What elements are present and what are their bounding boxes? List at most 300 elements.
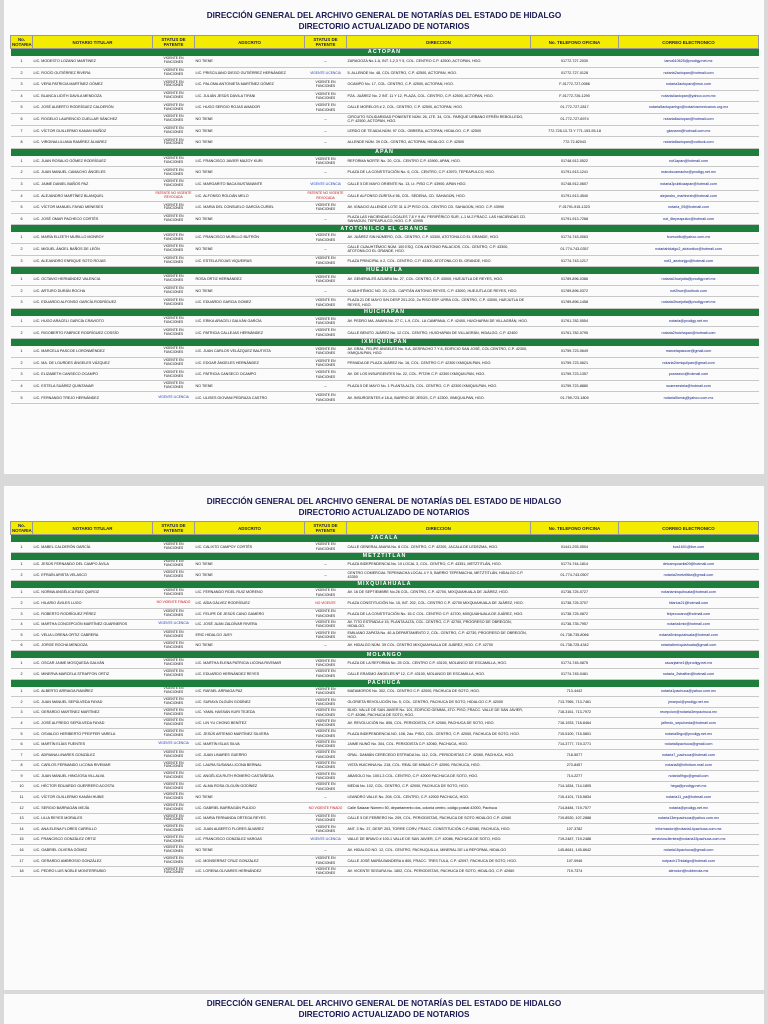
- phone: 01772-727-0128: [531, 67, 619, 79]
- address: LEANDRO VALLE No. 208, COL. CENTRO, C.P. 42000 PACHUCA, HGO.: [347, 792, 531, 803]
- address: 5. ALLENDE No. 48, COL CENTRO, C.P. 42500, ACTOPAN, HGO.: [347, 67, 531, 79]
- notary-number: 15: [11, 834, 33, 845]
- notary-row: [11, 856, 759, 867]
- adscrito-status: VIGENTE EN FUNCIONES: [305, 346, 347, 357]
- address: Calle Salazar Número 50, departamento dos, colonia centro, código postal 42000, Pachuca: [347, 803, 531, 814]
- address: AV. 16 DE SEPTIEMBRE No.26 COL. CENTRO, C.P. 42700, MIXQUIAHUALA DE JUÁREZ, HGO.: [347, 588, 531, 598]
- notary-number: 10: [11, 781, 33, 792]
- notary-number: 1: [11, 542, 33, 552]
- header-adscrito: ADSCRITO: [195, 36, 305, 49]
- adscrito-name: LIC. CALIXTO CAMPOY CORTÉS: [195, 542, 305, 552]
- address: GRAL. DAMIÁN CERECEDO ESTRADA No. 112, COL. PERIODISTAS C.P. 42060, PACHUCA, HGO.: [347, 750, 531, 761]
- municipality-row: [11, 339, 759, 347]
- notary-number: 3: [11, 707, 33, 718]
- notary-row: [11, 156, 759, 167]
- adscrito-name: NO TIENE: [195, 137, 305, 149]
- notary-row: [11, 113, 759, 125]
- notary-number: 11: [11, 792, 33, 803]
- notary-titular: LIC. VELIA LORENA ORTIZ CABRERA: [33, 630, 153, 641]
- address: ANT. 3 No. 37, DESP. 203, TORRE CORV, FRACC. CONSTITUCIÓN C.P.42080, PACHUCA, HGO.: [347, 824, 531, 835]
- notary-number: 6: [11, 213, 33, 225]
- adscrito-status: ---: [305, 380, 347, 392]
- address: CALLE MORELOS # 2, COL. CENTRO, C.P. 42500, ACTOPAN, HGO.: [347, 102, 531, 114]
- municipality-name: MOLANGO: [11, 651, 759, 659]
- municipality-name: HUEJUTLA: [11, 267, 759, 275]
- titular-status: VIGENTE EN FUNCIONES: [153, 243, 195, 255]
- municipality-row: [11, 535, 759, 543]
- adscrito-status: VIGENTE LICENCIA: [305, 834, 347, 845]
- notary-row: [11, 866, 759, 877]
- notary-number: 2: [11, 570, 33, 581]
- email: oscarjaime1@prodigy.net.mx: [619, 658, 759, 668]
- municipality-row: [11, 225, 759, 233]
- table-body: [11, 535, 759, 877]
- titular-status: VIGENTE EN FUNCIONES: [153, 232, 195, 243]
- notary-row: [11, 718, 759, 729]
- titular-status: VIGENTE EN FUNCIONES: [153, 750, 195, 761]
- notary-titular: LIC. GERARDO MARTÍNEZ MARTÍNEZ: [33, 707, 153, 718]
- header-no-notaria: No. NOTARIA: [12, 37, 32, 47]
- address: ALLENDE NÚM. 39 COL. CENTRO, ACTOPAN, HIDALGO. C.P. 42500: [347, 137, 531, 149]
- directory-page-2: [4, 486, 764, 990]
- notary-titular: LIC. MODESTO LOZANO MARTINEZ: [33, 56, 153, 67]
- address: PLAZA DE LA REFORMA No. 25 COL. CENTRO C.P. 43100, MOLANGO DE ESCAMILLA, HGO.: [347, 658, 531, 668]
- notary-number: 3: [11, 79, 33, 91]
- adscrito-name: LIC. AÍDA GÁLVEZ RODRÍGUEZ: [195, 598, 305, 609]
- adscrito-name: LIC. LIN YU CHONG BENÍTEZ: [195, 718, 305, 729]
- notary-titular: LIC. LILIA REYES MORALES: [33, 813, 153, 824]
- email: not_6tepeapulco@hotmail.com: [619, 213, 759, 225]
- notary-titular: LIC. MARTHA CONCEPCIÓN MARTÍNEZ GUARNEROS: [33, 619, 153, 630]
- email: notaria11_pa@hotmail.com: [619, 792, 759, 803]
- phone: 01738-725-0727: [531, 588, 619, 598]
- adscrito-name: NO TIENE: [195, 640, 305, 651]
- adscrito-status: VIGENTE EN FUNCIONES: [305, 707, 347, 718]
- adscrito-name: LIC. PALOMA ANTONIETA MARTÍNEZ GÓMEZ: [195, 79, 305, 91]
- notary-row: [11, 316, 759, 327]
- notary-row: [11, 640, 759, 651]
- notary-number: 2: [11, 598, 33, 609]
- notary-row: [11, 760, 759, 771]
- phone: 107-3782: [531, 824, 619, 835]
- phone: 01-774-743-0357: [531, 243, 619, 255]
- notary-number: 2: [11, 357, 33, 369]
- address: AV. PEDRO MA. ANAYA No. 27 C, L-9, COL. LA CAMPANA, C.P. 42400, HUICHAPAN DE VILLAGRÁN, HGO.: [347, 316, 531, 327]
- notary-number: 5: [11, 630, 33, 641]
- titular-status: VIGENTE EN FUNCIONES: [153, 728, 195, 739]
- notary-titular: LIC. JUAN MANUEL HINOJOSA VILLALVA: [33, 771, 153, 782]
- notary-titular: LIC. ROGELIO LAURENCIO CUELLAR SÁNCHEZ: [33, 113, 153, 125]
- notary-row: [11, 697, 759, 708]
- notary-titular: LIC. JOSÉ OMAR PACHECO CORTÉS: [33, 213, 153, 225]
- adscrito-name: NO TIENE: [195, 213, 305, 225]
- notary-number: 1: [11, 56, 33, 67]
- phone: 714-8484, 719-7577: [531, 803, 619, 814]
- titular-status: VIGENTE EN FUNCIONES: [153, 79, 195, 91]
- address: PLAZA 5 DE MAYO No. 1 PLANTA ALTA, COL. CENTRO, C.P. 42300 IXMIQUILPAN, HGO.: [347, 380, 531, 392]
- document-title: DIRECCIÓN GENERAL DEL ARCHIVO GENERAL DE NOTARÍAS DEL ESTADO DE HIDALGO: [206, 999, 562, 1008]
- address: ABASOLO No. 1001-3 COL. CENTRO, C.P. 42000 PACHUCA DE SOTO, HGO.: [347, 771, 531, 782]
- notary-row: [11, 297, 759, 309]
- address: AV. VICENTE SEGURA No. 1802, COL. PERIODISTAS, PACHUCA DE SOTO, HIDALGO, C.P. 42060: [347, 866, 531, 877]
- phone: F-01772-726-1290: [531, 90, 619, 102]
- adscrito-status: VIGENTE EN FUNCIONES: [305, 750, 347, 761]
- notary-row: [11, 243, 759, 255]
- address: MEDIA No. 102, COL. CENTRO, C.P. 42000, PACHUCA DE SOTO, HGO.: [347, 781, 531, 792]
- notary-titular: LIC. ROBERTO RODRÍGUEZ PÉREZ: [33, 608, 153, 619]
- titular-status: VIGENTE EN FUNCIONES: [153, 202, 195, 214]
- adscrito-name: LIC. PRISCILIANO DIEGO GUTIÉRREZ HERNÁNDEZ: [195, 67, 305, 79]
- adscrito-name: LIC. JULIÁN JESÚS DÁVILA TIFANI: [195, 90, 305, 102]
- notary-number: 3: [11, 369, 33, 381]
- adscrito-status: VIGENTE EN FUNCIONES: [305, 316, 347, 327]
- phone: 718-1933, 718-8464: [531, 718, 619, 729]
- address: AV. GRAL. FELIPE ÁNGELES No. 9-A, DESPACHO 7 Y 8, EDIFICIO SAN JOSÉ, COL CENTRO, C.P. 42300, IXMIQUILPAN, HGO.: [347, 346, 531, 357]
- notary-row: [11, 608, 759, 619]
- email: notaria2ixmiquilpan@gmail.com: [619, 357, 759, 369]
- municipality-name: PACHUCA: [11, 679, 759, 687]
- phone: 713-7965, 713-7461: [531, 697, 619, 708]
- phone: 01789-896-1458: [531, 297, 619, 309]
- email: notaria1huejutla@prodigy.net.mx: [619, 274, 759, 285]
- address: REFORMA NORTE No. 20, COL. CENTRO C.P. 43900, APAN, HGO.: [347, 156, 531, 167]
- adscrito-name: LIC. ALMA ROSA OLGUÍN GODÍNEZ: [195, 781, 305, 792]
- adscrito-name: LIC. YAMIL HASSAN KURI TEJEDA: [195, 707, 305, 718]
- titular-status: VIGENTE EN FUNCIONES: [153, 369, 195, 381]
- titular-status: VIGENTE EN FUNCIONES: [153, 90, 195, 102]
- phone: 719-2487, 719-2488: [531, 834, 619, 845]
- notary-titular: LIC. OSCAR JAIME MOSQUEDA GALVÁN: [33, 658, 153, 668]
- titular-status: VIGENTE EN FUNCIONES: [153, 178, 195, 190]
- notary-number: 17: [11, 856, 33, 867]
- adscrito-name: LIC. MONSERRAT CRUZ GONZÁLEZ: [195, 856, 305, 867]
- titular-status: VIGENTE EN FUNCIONES: [153, 658, 195, 668]
- municipality-row: [11, 148, 759, 156]
- notary-row: [11, 668, 759, 679]
- phone: 01441-293-0504: [531, 542, 619, 552]
- titular-status: VIGENTE EN FUNCIONES: [153, 697, 195, 708]
- notary-row: [11, 687, 759, 697]
- notary-row: [11, 357, 759, 369]
- titular-status: VIGENTE EN FUNCIONES: [153, 687, 195, 697]
- adscrito-name: LIC. MARIA FERNANDA ORTEGA REYES: [195, 813, 305, 824]
- address: AV. TITO ESTRADA # 15, PLANTA ALTA, COL. CENTRO, C.P. 42700, PROGRESO DE OBREGÓN, HIDALGO.: [347, 619, 531, 630]
- document-subtitle: DIRECTORIO ACTUALIZADO DE NOTARIOS: [298, 1010, 470, 1019]
- titular-status: VIGENTE EN FUNCIONES: [153, 824, 195, 835]
- adscrito-name: LIC. ERIKA ARACELI GALVÁN GARCÍA: [195, 316, 305, 327]
- email: notaria2huichapan@hotmail.com: [619, 327, 759, 339]
- notary-number: 4: [11, 380, 33, 392]
- email: lamo610625@prodigy.net.mx: [619, 56, 759, 67]
- titular-status: VIGENTE EN FUNCIONES: [153, 630, 195, 641]
- titular-status: VIGENTE EN FUNCIONES: [153, 125, 195, 137]
- notary-number: 4: [11, 619, 33, 630]
- adscrito-status: ---: [305, 845, 347, 856]
- titular-status: VIGENTE EN FUNCIONES: [153, 718, 195, 729]
- address: LERDO DE TEJADA NÚM. 97 COL. OBRERA, ACTOPAN, HIDALGO. C.P. 42500: [347, 125, 531, 137]
- notary-titular: LIC. RIGOBERTO FABRICE RODRÍGUEZ COSSÍO: [33, 327, 153, 339]
- notary-titular: LIC. OSVALDO HERIBERTO PFEIFFER VARELA: [33, 728, 153, 739]
- municipality-name: IXMIQUILPAN: [11, 339, 759, 347]
- directory-page-3: [4, 994, 764, 1024]
- notary-number: 18: [11, 866, 33, 877]
- adscrito-status: VIGENTE EN FUNCIONES: [305, 697, 347, 708]
- notary-titular: LIC. FERNANDO TREJO HERNÁNDEZ: [33, 392, 153, 404]
- email: not1apan@hotmail.com: [619, 156, 759, 167]
- adscrito-status: VIGENTE EN FUNCIONES: [305, 771, 347, 782]
- titular-status: VIGENTE LICENCIA: [153, 619, 195, 630]
- address: BLVD. VALLE DE SAN JAVIER No. 101, EDIFICIO GEMMA, 4TO. PISO, FRACC. VALLE DE SAN JAVIER, C.P. 42086, PACHUCA DE SOTO, HGO.: [347, 707, 531, 718]
- municipality-name: APAN: [11, 148, 759, 156]
- notary-row: [11, 542, 759, 552]
- notary-titular: LIC. MINERVA MARCELA STRAFFON ORTIZ: [33, 668, 153, 679]
- adscrito-status: ---: [305, 113, 347, 125]
- adscrito-name: LIC. FRANCISCO JAVIER MAZOY KURI: [195, 156, 305, 167]
- address: CUAUHTÉMOC NO. 20, COL. CAPITÁN ANTONIO REYES, C.P. 43000, HUEJUTLA DE REYES, HGO.: [347, 285, 531, 297]
- notary-number: 3: [11, 255, 33, 267]
- notary-row: [11, 380, 759, 392]
- adscrito-status: ---: [305, 285, 347, 297]
- phone: 01-774-743-0507: [531, 570, 619, 581]
- notary-number: 14: [11, 824, 33, 835]
- adscrito-status: VIGENTE EN FUNCIONES: [305, 297, 347, 309]
- notary-row: [11, 845, 759, 856]
- adscrito-status: VIGENTE EN FUNCIONES: [305, 327, 347, 339]
- titular-status: VIGENTE LICENCIA: [153, 392, 195, 404]
- adscrito-status: VIGENTE EN FUNCIONES: [305, 102, 347, 114]
- phone: F-01791-915-1323: [531, 202, 619, 214]
- phone: 01772-727-2030: [531, 56, 619, 67]
- adscrito-status: NO VIGENTE FINADO: [305, 803, 347, 814]
- adscrito-name: LIC. FERNANDO FIDEL RUIZ MORENO: [195, 588, 305, 598]
- notary-row: [11, 90, 759, 102]
- adscrito-name: LIC. EDUARDO GARCIA GOMEZ: [195, 297, 305, 309]
- notary-row: [11, 274, 759, 285]
- address: CALLE ERASMO ÁNGELES Nº 12, C.P. 43100, MOLANGO DE ESCAMILLA, HGO.: [347, 668, 531, 679]
- titular-status: VIGENTE EN FUNCIONES: [153, 102, 195, 114]
- adscrito-name: LIC. JESÚS ARTEMIO MARTÍNEZ SILVERA: [195, 728, 305, 739]
- notary-number: 1: [11, 658, 33, 668]
- adscrito-name: NO TIENE: [195, 113, 305, 125]
- address: CALLE 5 DE FEBRERO No. 209, COL. PERIODISTAS, PACHUCA DE SOTO HIDALGO C.P. 42060: [347, 813, 531, 824]
- address: CALLE JOSÉ MARÍA BANDERA # 800, FRACC. TRES TULA, C.P. 42097, PACHUCA DE SOTO, HGO.: [347, 856, 531, 867]
- address: GLORIETA REVOLUCIÓN No. 5, COL. CENTRO, PACHUCA DE SOTO, HIDALGO C.P. 42000: [347, 697, 531, 708]
- notary-titular: LIC. ALEJANDRO ENRIQUE SOTO ROJAS: [33, 255, 153, 267]
- address: AV. INSURGENTES # 18-A, BARRIO DE JESÚS, C.P. 42300, IXMIQUILPAN, HGO.: [347, 392, 531, 404]
- titular-status: VIGENTE EN FUNCIONES: [153, 608, 195, 619]
- email: notaria@prodigy.net.mx: [619, 316, 759, 327]
- titular-status: VIGENTE EN FUNCIONES: [153, 640, 195, 651]
- notary-row: [11, 369, 759, 381]
- notary-titular: LIC. ESTELA SUÁREZ QUINTANAR: [33, 380, 153, 392]
- phone: 01-738-725-4342: [531, 640, 619, 651]
- municipality-row: [11, 308, 759, 316]
- titular-status: VIGENTE EN FUNCIONES: [153, 707, 195, 718]
- notary-row: [11, 102, 759, 114]
- notary-row: [11, 824, 759, 835]
- address: PLAZA DE LA CONSTITUCIÓN No. 6, COL. CENTRO, C.P. 43970, TEPEAPULCO, HGO.: [347, 167, 531, 179]
- notary-row: [11, 630, 759, 641]
- municipality-name: ACTOPAN: [11, 49, 759, 57]
- table-header: [11, 36, 759, 49]
- address: PLAZA 21 DE MAYO S/N DESP 201-202, 2o PISO ESP. URRA COL. CENTRO, C.P. 43000, HUEJUTLA DE REYES, HGO.: [347, 297, 531, 309]
- adscrito-status: VIGENTE EN FUNCIONES: [305, 156, 347, 167]
- notary-titular: LIC. JOSÉ ALFREDO SEPÚLVEDA FAYAD: [33, 718, 153, 729]
- header-no-notaria: No. NOTARIA: [12, 523, 32, 533]
- adscrito-status: ---: [305, 125, 347, 137]
- adscrito-name: LIC. LAURA SUSANA LICONA BERNAL: [195, 760, 305, 771]
- document-title: DIRECCIÓN GENERAL DEL ARCHIVO GENERAL DE NOTARÍAS DEL ESTADO DE HIDALGO: [206, 11, 562, 20]
- notary-titular: LIC. GERARDO AMBROSIO GONZÁLEZ: [33, 856, 153, 867]
- adscrito-status: PATENTE NO VIGENTE REVOCADA: [305, 190, 347, 202]
- adscrito-name: LIC. MARTÍN ISLAS SILVA: [195, 739, 305, 750]
- phone: 01774-745-0481: [531, 668, 619, 679]
- phone: 145-8641, 145-8642: [531, 845, 619, 856]
- address: PRIVADA DE PLAZA JUÁREZ No. 16, COL. CENTRO C.P. 42300 IXMIQUILPAN, HGO.: [347, 357, 531, 369]
- notary-number: 1: [11, 156, 33, 167]
- notary-titular: LIC. MARCELA PASCOE LORONMÉNDEZ: [33, 346, 153, 357]
- header-status-patente: STATUS DE PATENTE: [153, 36, 195, 49]
- adscrito-status: ---: [305, 560, 347, 570]
- adscrito-status: ---: [305, 570, 347, 581]
- adscrito-name: NO TIENE: [195, 167, 305, 179]
- notary-row: [11, 707, 759, 718]
- notary-titular: LIC. MARÍA ELIZETH MURILLO MONROY: [33, 232, 153, 243]
- municipality-row: [11, 552, 759, 560]
- document-subtitle: DIRECTORIO ACTUALIZADO DE NOTARIOS: [298, 22, 470, 31]
- adscrito-name: LIC. FRANCISCO GONZÁLEZ VARGAS: [195, 834, 305, 845]
- phone: 01738-735-7957: [531, 619, 619, 630]
- phone: 01759-723-0621: [531, 357, 619, 369]
- notary-titular: LIC. MABEL CALDERÓN GARCÍA: [33, 542, 153, 552]
- municipality-row: [11, 267, 759, 275]
- email: jalfredo_sepulveda@hotmail.com: [619, 718, 759, 729]
- notary-number: 12: [11, 803, 33, 814]
- notaries-table-1: [10, 35, 759, 404]
- email: not2hue@outlook.com: [619, 285, 759, 297]
- phone: 01-759-723-1809: [531, 392, 619, 404]
- email: bus1601@live.com: [619, 542, 759, 552]
- adscrito-name: LIC. MARTHA ELENA PATRICIA LICONA RIVEMAR: [195, 658, 305, 668]
- adscrito-status: VIGENTE EN FUNCIONES: [305, 392, 347, 404]
- notary-number: 7: [11, 125, 33, 137]
- email: notaria5actopanhgo@notariosmexicanos.org.mx: [619, 102, 759, 114]
- notary-row: [11, 570, 759, 581]
- email: not3_aeotonjgo@hotmail.com: [619, 255, 759, 267]
- email: notaria3publicaapan@hotmail.com: [619, 178, 759, 190]
- adscrito-name: LIC. MARIA DEL CONSUELO GARCÍA CURIEL: [195, 202, 305, 214]
- adscrito-name: LIC. ANGÉLICA RUTH ROMERO CASTAÑEDA: [195, 771, 305, 782]
- titular-status: VIGENTE LICENCIA: [153, 739, 195, 750]
- adscrito-name: LIC. SURAYA OLGUÍN GODÍNEZ: [195, 697, 305, 708]
- email: notariamixquihuala@hotmail.com: [619, 588, 759, 598]
- titular-status: VIGENTE EN FUNCIONES: [153, 856, 195, 867]
- notary-row: [11, 658, 759, 668]
- adscrito-name: ERIC HIDALGO JUEY: [195, 630, 305, 641]
- notary-titular: LIC. SERGIO BARRAGÁN MEJÍA: [33, 803, 153, 814]
- notary-titular: LIC. JAIME DANIEL BAÑOS PAZ: [33, 178, 153, 190]
- municipality-name: ATOTONILCO EL GRANDE: [11, 225, 759, 233]
- header-telefono: No. TELEFONO OFICINA: [531, 36, 619, 49]
- notary-row: [11, 728, 759, 739]
- titular-status: VIGENTE EN FUNCIONES: [153, 297, 195, 309]
- email: notaria2metztitlan@gmail.com: [619, 570, 759, 581]
- notary-number: 2: [11, 697, 33, 708]
- address: VISTA HUICHINA No. 218, COL. REAL DE MINAS C.P. 42090, PACHUCA, HGO.: [347, 760, 531, 771]
- notary-row: [11, 750, 759, 761]
- adscrito-name: NO TIENE: [195, 285, 305, 297]
- email: notaria8actopan@outlook.com: [619, 137, 759, 149]
- address: OCAMPO No. 17, COL. CENTRO, C.P. 42500, ACTOPAN, HGO.: [347, 79, 531, 91]
- adscrito-name: LIC. RAFAEL ARRIAGA PAZ: [195, 687, 305, 697]
- email: notaria_2straffon@hotmail.com: [619, 668, 759, 679]
- adscrito-name: LIC. LORENA OLIVARES HERNÁNDEZ: [195, 866, 305, 877]
- address: CALLE 5 DE MAYO ORIENTE No. 13, Lt. PISO C.P. 43900, APAN HGO.: [347, 178, 531, 190]
- header-correo: CORREO ELECTRONICO: [619, 522, 759, 535]
- email: notaria7_pachuca@hotmail.com: [619, 750, 759, 761]
- notary-number: 4: [11, 190, 33, 202]
- notary-titular: LIC. JUAN ROSALIO GÓMEZ RODRÍGUEZ: [33, 156, 153, 167]
- adscrito-status: VIGENTE EN FUNCIONES: [305, 90, 347, 102]
- notary-row: [11, 327, 759, 339]
- address: PLAZA INDEPENDENCIA NO. 108, 2do. PISO, COL. CENTRO, C.P. 42000, PACHUCA DE SOTO, HGO.: [347, 728, 531, 739]
- titular-status: VIGENTE EN FUNCIONES: [153, 346, 195, 357]
- address: AV. REVOLUCIÓN No. 806, COL. PERIODISTA, C.P. 42060, PACHUCA DE SOTO, HGO.: [347, 718, 531, 729]
- address: PLAZA DE LA CONSTITUCIÓN No. 15-C COL. CENTRO C.P. 42700, MIXQUIAHUALA DE JUÁREZ, HGO.: [347, 608, 531, 619]
- titular-status: VIGENTE EN FUNCIONES: [153, 771, 195, 782]
- notary-titular: LIC. VÍCTOR GUILLERMO KANÁN HUBIE: [33, 792, 153, 803]
- email: notaria9hgo@gmail.com: [619, 771, 759, 782]
- email: notaria6pachuca@gmail.com: [619, 739, 759, 750]
- titular-status: VIGENTE EN FUNCIONES: [153, 813, 195, 824]
- email: manolocamacho@prodigy.net.mx: [619, 167, 759, 179]
- adscrito-status: VIGENTE EN FUNCIONES: [305, 542, 347, 552]
- titular-status: VIGENTE EN FUNCIONES: [153, 760, 195, 771]
- email: pcanseco@hotmail.com: [619, 369, 759, 381]
- adscrito-status: VIGENTE EN FUNCIONES: [305, 619, 347, 630]
- notary-titular: LIC. MIGUEL ÁNGEL BAÑOS DE LEÓN: [33, 243, 153, 255]
- municipality-row: [11, 651, 759, 659]
- adscrito-status: ---: [305, 792, 347, 803]
- address: EMILIANO ZAPATA No. 40-A DEPARTAMENTO 2, COL. CENTRO, C.P. 42730, PROGRESO DE OBREGÓN, HGO.: [347, 630, 531, 641]
- email: delcampoavila09@hotmail.com: [619, 560, 759, 570]
- notary-number: 4: [11, 90, 33, 102]
- header-notario-titular: NOTARIO TITULAR: [33, 36, 153, 49]
- table-body: [11, 49, 759, 404]
- notary-row: [11, 619, 759, 630]
- notary-titular: LIC. HILARIO ÁVILES LUGO: [33, 598, 153, 609]
- notary-titular: LIC. JUAN MANUEL SEPÚLVEDA FAYAD: [33, 697, 153, 708]
- phone: 107-0946: [531, 856, 619, 867]
- notary-titular: LIC. ALEJANDRO MARTÍNEZ BLANQUEL: [33, 190, 153, 202]
- notary-row: [11, 178, 759, 190]
- adscrito-name: LIC. JUAN CARLOS VELÁZQUEZ BAUTISTA: [195, 346, 305, 357]
- notary-number: 1: [11, 316, 33, 327]
- notary-number: 5: [11, 392, 33, 404]
- titular-status: VIGENTE EN FUNCIONES: [153, 357, 195, 369]
- phone: 01759-723-0649: [531, 346, 619, 357]
- notary-number: 2: [11, 668, 33, 679]
- address: PLAZA INDEPENDENCIA No. 10 LOCAL 3, COL. CENTRO, C.P. 43351, METZTITLÁN, HGO.: [347, 560, 531, 570]
- phone: 01789-896-0372: [531, 285, 619, 297]
- email: informacion@notaria14pachuca.com.mx: [619, 824, 759, 835]
- titular-status: VIGENTE EN FUNCIONES: [153, 137, 195, 149]
- notary-titular: LIC. VERA PATRICIA MARTÍNEZ GÓMEZ: [33, 79, 153, 91]
- email: notaria1pachuca@yahoo.com.mx: [619, 687, 759, 697]
- adscrito-name: NO TIENE: [195, 56, 305, 67]
- notary-number: 5: [11, 102, 33, 114]
- notary-row: [11, 167, 759, 179]
